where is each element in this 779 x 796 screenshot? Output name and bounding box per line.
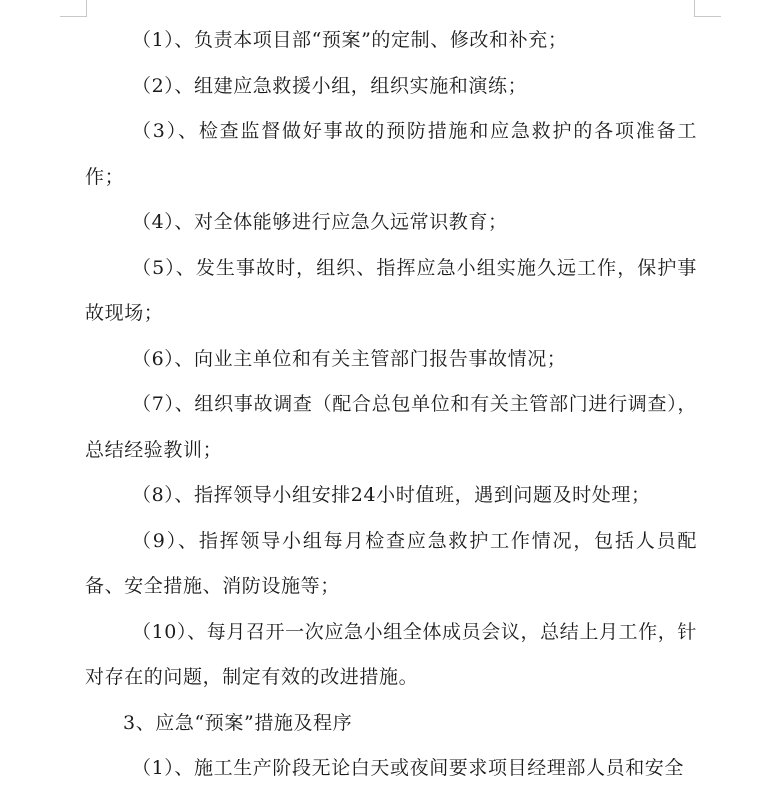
paragraph-9: （9）、指挥领导小组每月检查应急救护工作情况，包括人员配备、安全措施、消防设施等；	[85, 529, 697, 597]
paragraph-2: （2）、组建应急救援小组，组织实施和演练；	[132, 74, 528, 97]
page-corner-mark-left	[60, 0, 87, 17]
section-heading: 3、应急“预案”措施及程序	[123, 711, 353, 734]
paragraph-7: （7）、组织事故调查（配合总包单位和有关主管部门进行调查），总结经验教训；	[85, 393, 697, 461]
paragraph-11: （1）、施工生产阶段无论白天或夜间要求项目经理部人员和安全	[132, 757, 684, 779]
page-corner-mark-right	[694, 0, 721, 17]
paragraph-8: （8）、指挥领导小组安排24小时值班，遇到问题及时处理；	[132, 484, 651, 506]
paragraph-6: （6）、向业主单位和有关主管部门报告事故情况；	[132, 347, 567, 370]
paragraph-10: （10）、每月召开一次应急小组全体成员会议，总结上月工作，针对存在的问题，制定有效的改进措施。	[85, 620, 697, 688]
paragraph-5: （5）、发生事故时，组织、指挥应急小组实施久远工作，保护事故现场；	[85, 256, 697, 324]
paragraph-1: （1）、负责本项目部“预案”的定制、修改和补充；	[132, 29, 568, 51]
paragraph-3: （3）、检查监督做好事故的预防措施和应急救护的各项准备工作；	[85, 120, 697, 188]
document-body	[85, 18, 697, 792]
paragraph-4: （4）、对全体能够进行应急久远常识教育；	[132, 211, 508, 233]
